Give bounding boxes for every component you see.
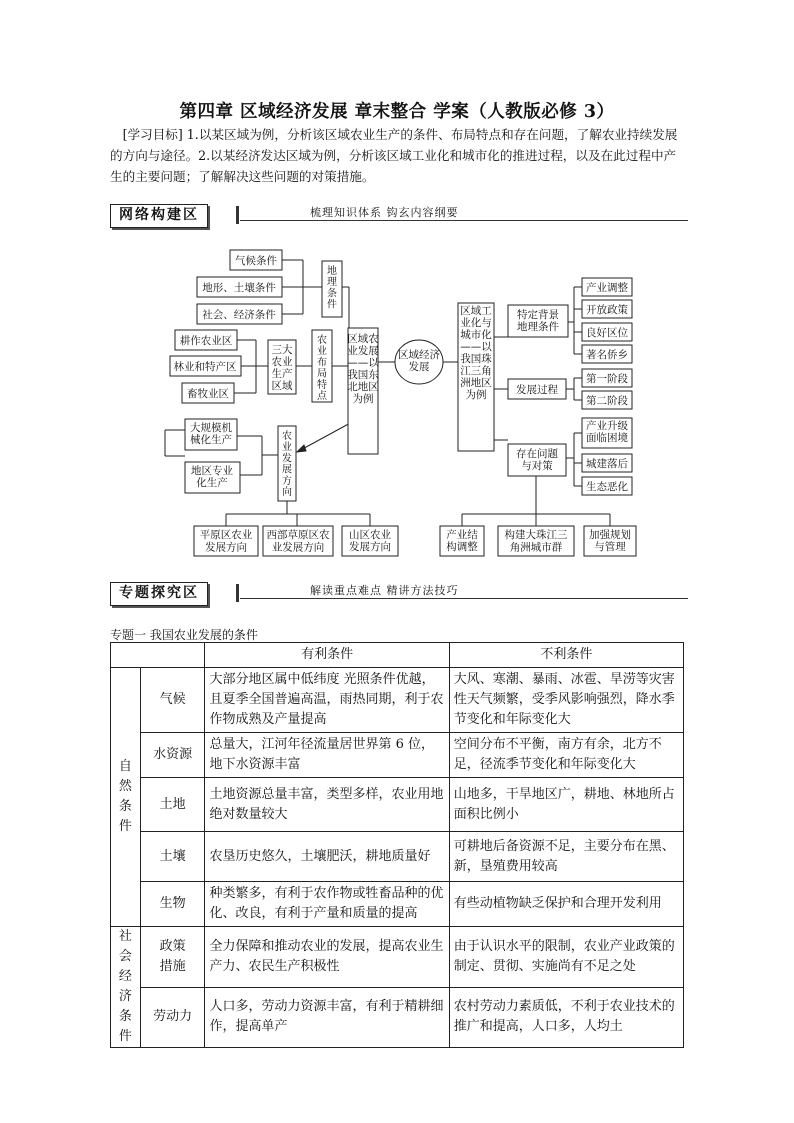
bad-cell: 大风、寒潮、暴雨、冰雹、旱涝等灾害性天气频繁，受季风影响强烈，降水季节变化和年际变化大 (449, 668, 683, 733)
good-cell: 全力保障和推动农业的发展，提高农业生产力、农民生产积极性 (205, 927, 449, 988)
table-row (111, 778, 684, 832)
bad-cell: 由于认识水平的限制，农业产业政策的制定、贯彻、实施尚有不足之处 (449, 927, 683, 988)
dir1-node: 大规模机械化生产 (190, 422, 232, 446)
bg1-node: 产业调整 (586, 282, 628, 294)
problems-node: 存在问题与对策 (516, 448, 558, 472)
good-cell: 种类繁多，有利于农作物或牲畜品种的优化、改良，有利于产量和质量的提高 (205, 882, 449, 927)
table-row (111, 733, 684, 778)
climate-node: 气候条件 (235, 255, 277, 267)
bg3-node: 良好区位 (586, 327, 628, 339)
m1-node: 产业结构调整 (446, 529, 478, 553)
table-header-row (111, 643, 684, 668)
conditions-table (110, 642, 684, 1048)
section-banner-topics (110, 582, 688, 604)
center-node: 区域经济发展 (398, 349, 440, 373)
table-row (111, 668, 684, 733)
p2-node: 第二阶段 (586, 395, 628, 407)
bad-cell: 空间分布不平衡，南方有余，北方不足，径流季节变化和年际变化大 (449, 733, 683, 778)
bad-cell: 有些动植物缺乏保护和合理开发利用 (449, 882, 683, 927)
table-row (111, 832, 684, 882)
zone1-node: 耕作农业区 (179, 335, 233, 347)
background-node: 特定背景地理条件 (517, 309, 559, 333)
layout-node: 农业布局特点 (317, 335, 327, 402)
row-label: 气候 (140, 668, 205, 733)
learning-objectives: [学习目标] 1.以某区域为例，分析该区域农业生产的条件、布局特点和存在问题，了解农业持续发展的方向与途径。2.以某经济发达区域为例，分析该区域工业化和城市化的推进过程，以及在此过程中产生的主要问题；了解解决这些问题的对策措施。 (110, 127, 678, 184)
table-row (111, 927, 684, 988)
header-bad: 不利条件 (449, 643, 683, 668)
section-label: 网络构建区 (110, 204, 208, 228)
bad-cell: 可耕地后备资源不足，主要分布在黑、新，垦殖费用较高 (449, 832, 683, 882)
p1-node: 第一阶段 (586, 373, 628, 385)
good-cell: 农垦历史悠久，土壤肥沃，耕地质量好 (205, 832, 449, 882)
row-label: 政策 措施 (140, 927, 205, 988)
left-main-node: 区域农业发展——以我国东北地区为例 (347, 333, 379, 405)
table-row (111, 882, 684, 927)
process-node: 发展过程 (516, 384, 558, 396)
banner-divider (236, 584, 239, 602)
good-cell: 大部分地区属中低纬度 光照条件优越，且夏季全国普遍高温，雨热同期，利于农作物成熟及产量提高 (205, 668, 449, 733)
header-blank (111, 643, 205, 668)
zone3-node: 畜牧业区 (187, 388, 229, 400)
zone2-node: 林业和特产区 (173, 361, 237, 373)
category-nature: 自 然 条 件 (111, 668, 141, 927)
right-main-node: 区域工业化与城市化——以我国珠江三角洲地区为例 (460, 305, 492, 401)
section-subtitle: 梳理知识体系 钩玄内容纲要 (310, 206, 459, 219)
row-label: 土地 (140, 778, 205, 832)
dir2-node: 地区专业化生产 (191, 465, 233, 489)
good-cell: 人口多，劳动力资源丰富，有利于精耕细作，提高单产 (205, 987, 449, 1048)
pr1-node: 产业升级面临困境 (586, 420, 628, 444)
table-row (111, 987, 684, 1048)
category-social: 社 会 经 济 条 件 (111, 927, 141, 1048)
three-zones-node: 三大农业生产区域 (271, 344, 293, 392)
good-cell: 总量大，江河年径流量居世界第 6 位，地下水资源丰富 (205, 733, 449, 778)
mountain-node: 山区农业发展方向 (349, 529, 391, 553)
plain-node: 平原区农业发展方向 (199, 529, 253, 554)
west-node: 西部草原区农业发展方向 (266, 529, 330, 554)
bad-cell: 农村劳动力素质低，不利于农业技术的推广和提高，人口多，人均土 (449, 987, 683, 1048)
good-cell: 土地资源总量丰富，类型多样，农业用地绝对数量较大 (205, 778, 449, 832)
m3-node: 加强规划与管理 (589, 529, 631, 553)
row-label: 劳动力 (140, 987, 205, 1048)
social-node: 社会、经济条件 (202, 309, 276, 321)
geo-conditions-node: 地理条件 (327, 266, 337, 311)
page-title: 第四章 区域经济发展 章末整合 学案（人教版必修 3） (179, 102, 615, 122)
bad-cell: 山地多，干旱地区广，耕地、林地所占面积比例小 (449, 778, 683, 832)
bg4-node: 著名侨乡 (586, 349, 628, 361)
table-caption: 专题一 我国农业发展的条件 (110, 628, 258, 642)
row-label: 生物 (140, 882, 205, 927)
banner-rule (240, 598, 688, 599)
row-label: 水资源 (140, 733, 205, 778)
direction-node: 农业发展方向 (282, 431, 292, 498)
row-label: 土壤 (140, 832, 205, 882)
pr3-node: 生态恶化 (586, 481, 628, 493)
terrain-node: 地形、土壤条件 (202, 282, 276, 294)
header-good: 有利条件 (205, 643, 449, 668)
bg2-node: 开放政策 (586, 304, 628, 316)
section-label: 专题探究区 (110, 582, 208, 606)
m2-node: 构建大珠江三角洲城市群 (504, 529, 568, 554)
section-subtitle: 解读重点难点 精讲方法技巧 (310, 584, 459, 597)
pr2-node: 城建落后 (586, 458, 628, 470)
